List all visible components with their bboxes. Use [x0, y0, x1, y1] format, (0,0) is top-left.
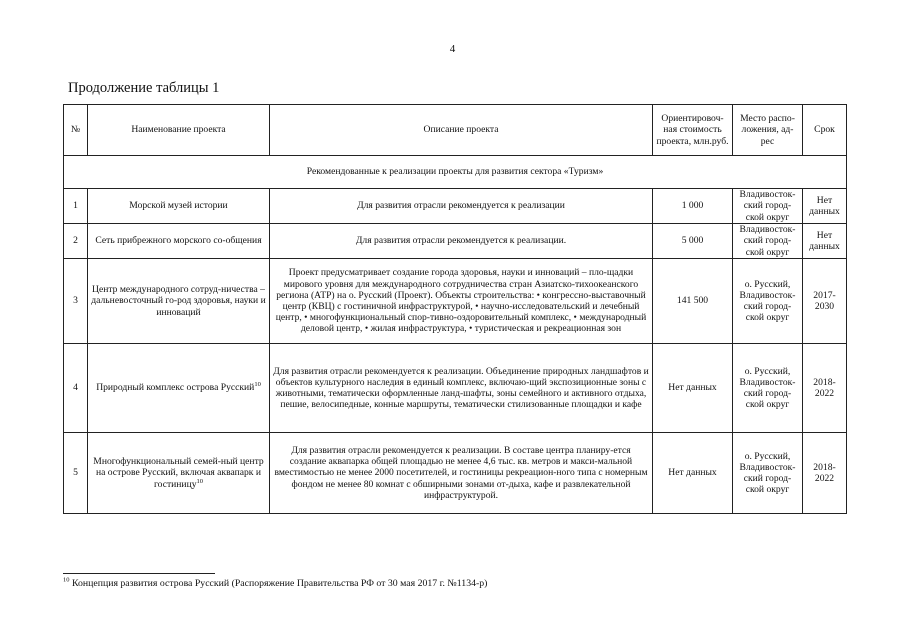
table-row [64, 433, 847, 514]
section-title: Рекомендованные к реализации проекты для развития сектора «Туризм» [64, 156, 847, 189]
row-num: 3 [64, 259, 88, 344]
header-location: Место распо-ложения, ад-рес [733, 105, 803, 156]
row-description: Для развития отрасли рекомендуется к реализации. Объединение природных ландшафтов и объектов культурного наследия в единый комплекс, включаю-щий экспозиционные зоны с животными, тематически оформленные ланд-шафты, зоны семейного и активного отдыха, пешие, велосипедные, конные маршруты, тематически стилизованные площадки и кафе [270, 344, 653, 433]
row-term: 2017-2030 [803, 259, 847, 344]
row-name [88, 189, 270, 224]
row-description: Для развития отрасли рекомендуется к реализации. В составе центра планиру-ется создание аквапарка общей площадью не менее 4,6 тыс. кв. метров и макси-мальной вместимостью не менее 2000 посетителей, и гостиницы рекреацион-ного типа с номерным фондом не менее 80 комнат с обширными зонами от-дыха, кафе и развлекательной инфраструктурой. [270, 433, 653, 514]
footnote-separator [63, 573, 215, 574]
row-cost: 141 500 [653, 259, 733, 344]
row-term: 2018-2022 [803, 344, 847, 433]
row-name [88, 259, 270, 344]
row-description: Для развития отрасли рекомендуется к реализации. [270, 224, 653, 259]
row-name-text: Центр международного сотруд-ничества – дальневосточный го-род здоровья, науки и инноваций [91, 284, 266, 318]
footnote-ref: 10 [254, 381, 261, 389]
header-term: Срок [803, 105, 847, 156]
table-row [64, 344, 847, 433]
row-num: 1 [64, 189, 88, 224]
footnote-mark: 10 [63, 576, 70, 584]
table-row [64, 259, 847, 344]
row-description: Для развития отрасли рекомендуется к реализации [270, 189, 653, 224]
footnote-ref: 10 [196, 477, 204, 485]
footnote-text: Концепция развития острова Русский (Распоряжение Правительства РФ от 30 мая 2017 г. №1134-р) [69, 578, 488, 589]
table-row [64, 189, 847, 224]
row-cost: 1 000 [653, 189, 733, 224]
row-num: 4 [64, 344, 88, 433]
row-name-text: Природный комплекс острова Русский [96, 382, 255, 394]
row-description: Проект предусматривает создание города здоровья, науки и инноваций – пло-щадки мирового уровня для международного сотрудничества стран Азиатско-тихоокеанского региона (АТР) на о. Русский (Проект). Объекты строительства: • конгрессно-выставочный центр (КВЦ) с гостиничной инфраструктурой, • научно-исследовательский и лечебный центр, • многофункциональный спор-тивно-оздоровительный комплекс, • международный деловой центр, • жилая инфраструктура, • туристическая и рекреационная зон [270, 259, 653, 344]
row-location: о. Русский, Владивосток-ский город-ской округ [733, 259, 803, 344]
page-number: 4 [449, 43, 456, 55]
row-term: 2018-2022 [803, 433, 847, 514]
header-description: Описание проекта [270, 105, 653, 156]
header-num: № [64, 105, 88, 156]
row-name [88, 224, 270, 259]
row-location: Владивосток-ский город-ской округ [733, 189, 803, 224]
row-cost: 5 000 [653, 224, 733, 259]
row-name [88, 433, 270, 514]
projects-table [63, 104, 847, 514]
table-header-row [64, 105, 847, 156]
row-location: о. Русский, Владивосток-ский город-ской округ [733, 433, 803, 514]
row-term: Нет данных [803, 224, 847, 259]
row-location: о. Русский, Владивосток-ский город-ской округ [733, 344, 803, 433]
row-num: 2 [64, 224, 88, 259]
row-name-text: Многофункциональный семей-ный центр на острове Русский, включая аквапарк и гостиницу [93, 456, 264, 490]
header-name: Наименование проекта [88, 105, 270, 156]
row-name-text: Сеть прибрежного морского со-общения [95, 235, 262, 247]
section-row [64, 156, 847, 189]
row-name [88, 344, 270, 433]
header-cost: Ориентировоч-ная стоимость проекта, млн.руб. [653, 105, 733, 156]
continuation-title: Продолжение таблицы 1 [68, 80, 220, 96]
row-cost: Нет данных [653, 433, 733, 514]
row-location: Владивосток-ский город-ской округ [733, 224, 803, 259]
row-term: Нет данных [803, 189, 847, 224]
footnote [63, 578, 487, 589]
table-row [64, 224, 847, 259]
row-cost: Нет данных [653, 344, 733, 433]
row-name-text: Морской музей истории [129, 200, 228, 212]
row-num: 5 [64, 433, 88, 514]
